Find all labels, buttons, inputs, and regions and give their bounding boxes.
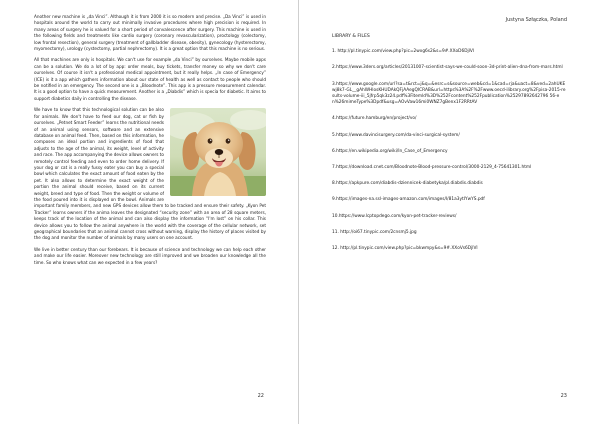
author-name: Justyna Szłączka, Poland xyxy=(505,17,567,23)
right-page xyxy=(299,0,600,424)
reference-item: 9.https://images-na.ssl-images-amazon.com/images/I/81a3ytIYwYS.pdf xyxy=(332,197,485,203)
reference-item: 8.https://apkpure.com/diabdis-dziennicek-diabetyka/pl.diabdis.diabdis xyxy=(332,181,483,187)
reference-item: 3.https://www.google.com/url?sa=t&rct=j&q=&esrc=s&source=web&cd=1&cad=rja&uact=8&ved=2ahUKEwj8k7-GL__gAhWHlosKHUDAkQFjAAegQICRAB&url=https%3A%2F%2Fwww.oecd-ilibrary.org%2Fpisa-2015-results-volume-iii_5jfrp5qk3z24.pdf%3Fitemld%3D%252Fcontent%252Fpublication%25297892642796 56-en%26mimeType%3Dpdf&usg=AOvVaw16mi0WNZ7gBenx1F2RRtAV xyxy=(332,81,566,106)
reference-item: 5.https://www.davincisurgery.com/da-vinci-surgical-system/ xyxy=(332,132,460,138)
reference-item: 1. http://pl.tinypic.com/view.php?pic=2wxg6s2&s=9#.XXoD6DjlVl xyxy=(332,49,475,55)
page-number-right: 23 xyxy=(560,393,567,399)
paragraph-mobile-apps: All that machines are only is hospitals. We can't use for example „da Vinci” by ourselves. Maybe mobile apps can be a solution. We do a lot of by app: order meals, buy tickets, transfer money so why we don't care ourselves. Of course it isn't a professional medical appointment, but it really helps. „In case of Emergency” (ICE) is it a app which gathers information about our state of health as well as contact to people who should be notified in an emergency. The second one is a „Bloodnote”. This app is a pressure measurement calendar. It is a good option to have a quick measurement. Another is a „Diabdis” which is specia for diabetic. It aims to support diabetics daily in controlling the disease. xyxy=(34,57,266,101)
references-heading: LIBRARY & FILES xyxy=(332,34,370,39)
left-page xyxy=(0,0,299,424)
paragraph-animals: We have to know that this technological solution can be also for animals. We don't have to feed our dog, cat or fish by ourselves. „Petnet Smart Feeder” learns the nutritional needs of an animal using sensors, software and an extensive database on animal feed. Then, based on this information, he composes an ideal portion and ingredients of food that adjusts to the age of the animal, its weight, level of activity and race. The app accompanying the device allows owners to remotely control feeding and even to order home delivery. If your dog or cat is a really fussy eater you can buy a special bowl which calculates the exact amount of food eaten by the pet. It also allows to determine the exact weight of the portion the animal should receive, based on its current weight, breed and type of food. Then the weight or volume of the food poured into it is displayed on the bowl. Animals are important family members, and new GPS devices allow them to be tracked and ensure their safety. „Kyon Pet Tracker” learns owners if the anima leaves the designated “security zone” with an area of 28 square meters, keeps track of the location of the animal and can also display the information “I'm lost” on his collar. This device allows you to follow the animal anywhere in the world with the coverage of the cellular network, set geographical boundaries that an animal cannot cross without warning, display the history of places visited by the dog and monitor the number of animals by many users on one account. xyxy=(34,107,266,241)
references-section xyxy=(332,34,566,262)
left-page-body xyxy=(34,14,266,271)
reference-item: 2.https://www.3ders.org/articles/20131007-scientist-says-we-could-soon-3d-print-alien-dna-from-mars.html xyxy=(332,65,563,71)
paragraph-conclusion: We live in better century than our forebears. It is because of science and technology we can help each other and make our life easier. Moreover new technology are still improved and we broaden our knowledge all the time. So who knows what can we expected in a few years? xyxy=(34,246,266,265)
reference-item: 7.https://download.cnet.com/Bloodnote-Blood-pressure-control/3000-2129_4-75641301.html xyxy=(332,165,532,171)
reference-item: 4.https://future.hamburg/en/project/vo/ xyxy=(332,116,417,122)
reference-item: 6.https://en.wikipedia.org/wiki/In_Case_of_Emergency xyxy=(332,148,448,154)
page-number-left: 22 xyxy=(257,393,264,399)
paragraph-da-vinci: Another new machine is „da Vinci”. Although it is from 2000 it is so modern and precise. „Da Vinci” is used in hospitals around the world to carry out minimally invasive procedures where high precision is required. In many areas of surgery he is valued for a short period of convalescence after surgery. This machine is used in the following fields and treatments like cardio surgery (coronary revascularization), proctology (colectomy, low frontal resection), general surgery (treatment of gallbladder disease, obesity), gynecology (hysterectomy, myomectomy), urology (cystectomy, partial nephrectomy). It is a great option that this machine is no serious. xyxy=(34,14,266,52)
reference-item: 11. http://oi67.tinypic.com/2cnsmj5.jpg xyxy=(332,229,417,235)
golden-retriever-photo xyxy=(170,108,266,196)
reference-item: 10.https://www.lcptopdego.com/kyon-pet-tracker-reviews/ xyxy=(332,213,457,219)
reference-item: 12. http://pl.tinypic.com/view.php?pic=bkwmpy&s=9#.XXoVs6DjlVl xyxy=(332,246,478,252)
